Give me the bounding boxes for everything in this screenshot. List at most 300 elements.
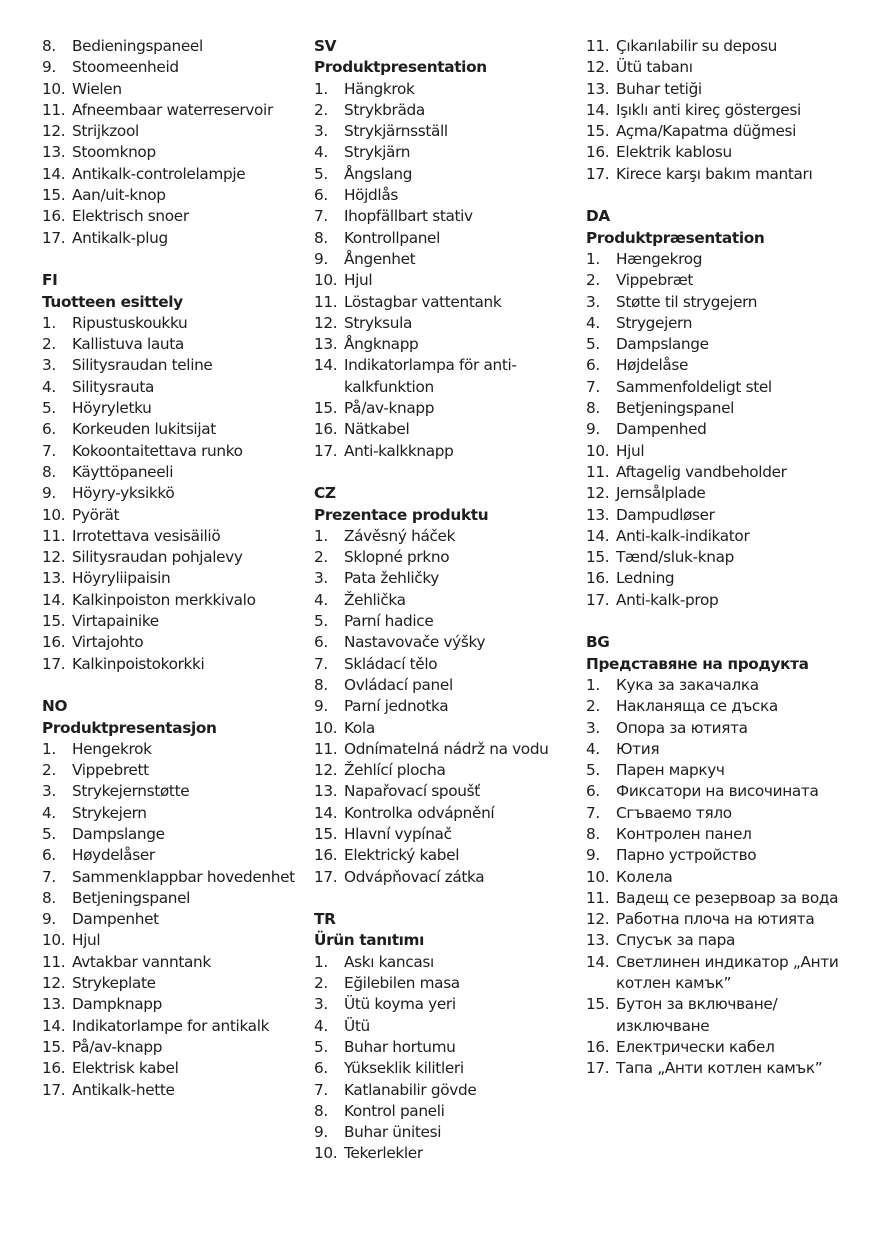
item-label: Höyryletku [72,399,152,418]
item-label: Nastavovače výšky [344,633,486,652]
item-number: 8. [42,888,56,907]
language-section-continued [42,36,304,249]
item-label: Anti-kalk-prop [616,590,719,609]
item-label: Tænd/sluk-knap [616,548,734,567]
list-item [314,952,576,973]
item-number: 3. [42,356,56,375]
list-item [586,462,868,483]
language-section-tr [314,909,576,1165]
item-number: 15. [314,824,338,843]
item-label: Ihopfällbart stativ [344,207,473,226]
list-item [586,845,868,866]
list-item [42,355,304,376]
item-label: Kontrolka odvápnění [344,803,495,822]
list-item [586,441,868,462]
item-label: Kalkinpoistokorkki [72,654,205,673]
item-label: Virtapainike [72,612,159,631]
item-number: 9. [314,697,328,716]
list-item [586,718,868,739]
item-number: 5. [586,761,600,780]
list-item [314,760,576,781]
item-number: 2. [314,974,328,993]
item-number: 6. [314,186,328,205]
item-label: Afneembaar waterreservoir [72,100,273,119]
item-label: Antikalk-controlelampje [72,164,246,183]
list-item [42,1080,304,1101]
item-number: 8. [42,37,56,55]
item-label: Накланяща се дъска [616,697,778,716]
item-number: 8. [586,399,600,418]
list-item [586,760,868,781]
item-label: Parní jednotka [344,697,449,716]
list-item [586,547,868,568]
list-item [314,568,576,589]
list-item [42,1037,304,1058]
language-section-fi [42,270,304,675]
item-number: 11. [42,100,66,119]
item-number: 5. [42,399,56,418]
item-label: Sammenklappbar hovedenhet [72,867,295,886]
list-item [586,824,868,845]
item-label: Wielen [72,79,122,98]
list-item [42,185,304,206]
item-number: 10. [42,79,66,98]
item-number: 1. [314,526,328,545]
item-label: Strygejern [616,313,693,332]
item-number: 14. [586,952,610,971]
item-number: 11. [42,526,66,545]
item-number: 13. [42,995,66,1014]
item-number: 10. [314,718,338,737]
item-number: 4. [586,313,600,332]
parts-list [42,313,304,675]
item-label: Ютия [616,739,660,758]
language-section-sv [314,36,576,462]
list-item [42,334,304,355]
item-label: Dampslange [616,335,709,354]
item-label: Pata žehličky [344,569,440,588]
item-number: 12. [42,548,66,567]
language-code: CZ [314,484,336,503]
item-number: 3. [586,718,600,737]
item-number: 14. [42,164,66,183]
item-number: 1. [314,952,328,971]
list-item [42,803,304,824]
language-section-continued [586,36,868,185]
item-label: Dampenhet [72,910,159,929]
item-number: 15. [42,186,66,205]
item-number: 14. [314,356,338,375]
item-label: Nätkabel [344,420,410,439]
list-item [586,36,868,57]
item-label: Buhar ünitesi [344,1123,442,1142]
item-label: Stryksula [344,313,413,332]
list-item [42,973,304,994]
item-label: Aftagelig vandbeholder [616,462,787,481]
item-number: 16. [314,420,338,439]
list-item [314,334,576,355]
item-number: 13. [314,335,338,354]
list-item [42,824,304,845]
list-item [586,675,868,696]
item-label: Závěsný háček [344,526,456,545]
item-label: Odvápňovací zátka [344,867,485,886]
item-label: Hjul [616,441,645,460]
item-label: Парен маркуч [616,761,725,780]
item-number: 16. [42,633,66,652]
item-number: 2. [586,271,600,290]
list-item [314,781,576,802]
item-label: Strykbräda [344,100,425,119]
item-label: Strijkzool [72,122,139,141]
item-label: Anti-kalk-indikator [616,526,750,545]
item-number: 3. [314,122,328,141]
item-label: Парно устройство [616,846,757,865]
item-number: 16. [586,569,610,588]
item-label: Aan/uit-knop [72,186,166,205]
list-item [586,355,868,376]
list-item [586,867,868,888]
list-item [314,1143,576,1164]
item-label: Silitysrauta [72,377,155,396]
list-item [42,526,304,547]
item-number: 10. [314,271,338,290]
list-item [586,100,868,121]
item-label: Бутон за включване/ изключване [616,995,778,1035]
item-label: Yükseklik kilitleri [344,1059,464,1078]
item-label: Çıkarılabilir su deposu [616,37,778,55]
list-item [314,547,576,568]
item-label: Tekerlekler [344,1144,423,1163]
item-number: 1. [314,79,328,98]
item-label: Hlavní vypínač [344,824,452,843]
item-number: 2. [42,335,56,354]
item-label: Kirece karşı bakım mantarı [616,164,813,183]
item-number: 1. [42,739,56,758]
list-item [314,675,576,696]
list-item [42,547,304,568]
section-title: Produktpresentasjon [42,718,217,737]
item-label: Eğilebilen masa [344,974,460,993]
item-number: 8. [586,824,600,843]
item-number: 10. [42,505,66,524]
language-section-da [586,206,868,611]
item-label: Işıklı anti kireç göstergesi [616,100,801,119]
language-code: TR [314,910,336,929]
item-label: Elektrický kabel [344,846,460,865]
item-label: Elektrisk kabel [72,1059,179,1078]
item-label: Antikalk-hette [72,1080,175,1099]
item-label: Askı kancası [344,952,434,971]
list-item [314,803,576,824]
parts-list [314,952,576,1165]
item-label: Antikalk-plug [72,228,168,247]
parts-list [586,675,868,1080]
list-item [586,270,868,291]
item-label: Stoomeenheid [72,58,179,77]
list-item [314,355,576,398]
list-item [586,888,868,909]
item-label: Работна плоча на ютията [616,910,815,929]
item-label: Ovládací panel [344,675,453,694]
list-item [586,142,868,163]
item-number: 10. [314,1144,338,1163]
list-item [42,313,304,334]
list-item [314,1080,576,1101]
language-section-no [42,696,304,1101]
item-label: Vippebrett [72,761,149,780]
item-number: 11. [586,888,610,907]
item-number: 14. [314,803,338,822]
section-title: Produktpresentation [314,58,487,77]
item-label: Löstagbar vattentank [344,292,502,311]
item-number: 17. [586,164,610,183]
item-label: Ripustuskoukku [72,313,188,332]
language-code: SV [314,37,337,55]
item-number: 4. [314,143,328,162]
list-item [586,803,868,824]
list-item [586,249,868,270]
list-item [42,505,304,526]
item-number: 2. [314,548,328,567]
item-label: Pyörät [72,505,120,524]
item-label: Vippebræt [616,271,694,290]
list-item [586,419,868,440]
item-number: 15. [42,1037,66,1056]
item-label: Контролен панел [616,824,752,843]
item-number: 4. [586,739,600,758]
item-number: 7. [586,803,600,822]
list-item [586,696,868,717]
item-number: 7. [314,207,328,226]
item-number: 17. [42,1080,66,1099]
item-label: Höjdlås [344,186,398,205]
item-number: 13. [586,79,610,98]
list-item [314,270,576,291]
list-item [42,57,304,78]
item-label: Kontrol paneli [344,1101,445,1120]
item-number: 9. [586,846,600,865]
list-item [314,739,576,760]
item-label: Ångenhet [344,249,416,268]
item-number: 9. [314,249,328,268]
item-label: Kallistuva lauta [72,335,184,354]
item-label: Anti-kalkknapp [344,441,454,460]
list-item [586,994,868,1037]
list-item [586,505,868,526]
list-item [586,781,868,802]
item-label: Strykejern [72,803,147,822]
item-number: 17. [42,228,66,247]
item-number: 12. [314,761,338,780]
item-label: Hængekrog [616,249,703,268]
list-item [586,568,868,589]
parts-list [314,79,576,462]
section-title: Prezentace produktu [314,505,489,524]
item-label: Dampknapp [72,995,162,1014]
list-item [586,121,868,142]
item-label: Avtakbar vanntank [72,952,211,971]
item-label: Фиксатори на височината [616,782,819,801]
item-number: 16. [42,207,66,226]
list-item [314,718,576,739]
item-label: Elektrik kablosu [616,143,732,162]
list-item [314,526,576,547]
item-label: Bedieningspaneel [72,37,203,55]
item-number: 13. [314,782,338,801]
item-label: Silitysraudan teline [72,356,213,375]
item-number: 14. [586,100,610,119]
section-title: Представяне на продукта [586,654,809,673]
list-item [42,398,304,419]
item-label: Jernsålplade [616,484,706,503]
list-item [42,228,304,249]
item-label: Спусък за пара [616,931,735,950]
item-number: 8. [314,228,328,247]
item-number: 5. [314,164,328,183]
item-label: Irrotettava vesisäiliö [72,526,221,545]
item-label: Dampslange [72,824,165,843]
language-section-bg [586,632,868,1079]
item-number: 11. [586,462,610,481]
item-number: 15. [42,612,66,631]
item-number: 13. [42,569,66,588]
list-item [586,483,868,504]
list-item [314,164,576,185]
item-number: 3. [314,995,328,1014]
list-item [586,292,868,313]
item-label: Betjeningspanel [72,888,191,907]
item-number: 9. [314,1123,328,1142]
list-item [42,462,304,483]
list-item [314,1016,576,1037]
item-label: På/av-knapp [344,399,435,418]
item-label: Napařovací spoušť [344,782,480,801]
item-label: Ütü koyma yeri [344,995,456,1014]
list-item [314,632,576,653]
item-label: Höyry-yksikkö [72,484,175,503]
list-item [586,313,868,334]
item-number: 2. [314,100,328,119]
item-number: 6. [314,1059,328,1078]
item-label: Електрически кабел [616,1037,775,1056]
item-number: 10. [42,931,66,950]
list-item [42,888,304,909]
list-item [42,419,304,440]
item-number: 14. [42,590,66,609]
item-number: 17. [586,1059,610,1078]
list-item [42,377,304,398]
item-label: Odnímatelná nádrž na vodu [344,739,549,758]
list-item [586,952,868,995]
item-label: Indikatorlampa för anti-kalkfunktion [344,356,517,396]
list-item [314,696,576,717]
list-item [314,654,576,675]
item-number: 17. [42,654,66,673]
item-number: 10. [586,441,610,460]
list-item [42,952,304,973]
list-item [314,611,576,632]
column-1 [42,36,304,1101]
item-label: Strykjärnsställ [344,122,448,141]
item-label: Høydelåser [72,846,155,865]
item-number: 14. [586,526,610,545]
item-number: 17. [314,867,338,886]
item-label: Strykjärn [344,143,411,162]
list-item [314,121,576,142]
list-item [314,292,576,313]
item-number: 3. [586,292,600,311]
item-label: Ütü [344,1016,370,1035]
list-item [42,760,304,781]
list-item [42,79,304,100]
item-label: Kola [344,718,375,737]
item-number: 10. [586,867,610,886]
item-number: 9. [42,58,56,77]
item-label: Strykejernstøtte [72,782,190,801]
item-label: Støtte til strygejern [616,292,758,311]
item-label: Höyryliipaisin [72,569,171,588]
item-number: 9. [586,420,600,439]
list-item [42,654,304,675]
list-item [42,164,304,185]
item-label: På/av-knapp [72,1037,163,1056]
item-number: 6. [586,356,600,375]
item-number: 6. [42,846,56,865]
parts-list [586,249,868,611]
item-number: 11. [42,952,66,971]
item-number: 3. [314,569,328,588]
item-label: Højdelåse [616,356,689,375]
item-label: Ångslang [344,164,413,183]
item-number: 2. [586,697,600,716]
item-number: 11. [314,292,338,311]
item-number: 8. [314,675,328,694]
item-number: 7. [314,654,328,673]
list-item [314,185,576,206]
item-number: 15. [586,995,610,1014]
item-label: Strykeplate [72,974,156,993]
list-item [42,739,304,760]
list-item [42,1016,304,1037]
item-label: Тапа „Анти котлен камък” [616,1059,823,1078]
item-label: Buhar hortumu [344,1037,456,1056]
list-item [586,398,868,419]
item-number: 15. [586,122,610,141]
item-label: Korkeuden lukitsijat [72,420,216,439]
parts-list [42,739,304,1101]
item-label: Žehlící plocha [344,761,446,780]
item-number: 16. [586,1037,610,1056]
list-item [42,909,304,930]
item-number: 6. [42,420,56,439]
item-number: 11. [586,37,610,55]
item-label: Indikatorlampe for antikalk [72,1016,270,1035]
item-label: Hengekrok [72,739,152,758]
item-number: 14. [42,1016,66,1035]
list-item [586,57,868,78]
item-label: Ütü tabanı [616,58,693,77]
list-item [314,249,576,270]
list-item [314,1037,576,1058]
list-item [586,909,868,930]
item-number: 17. [314,441,338,460]
list-item [42,483,304,504]
item-label: Katlanabilir gövde [344,1080,477,1099]
item-label: Hjul [344,271,373,290]
item-number: 5. [42,824,56,843]
item-number: 16. [314,846,338,865]
